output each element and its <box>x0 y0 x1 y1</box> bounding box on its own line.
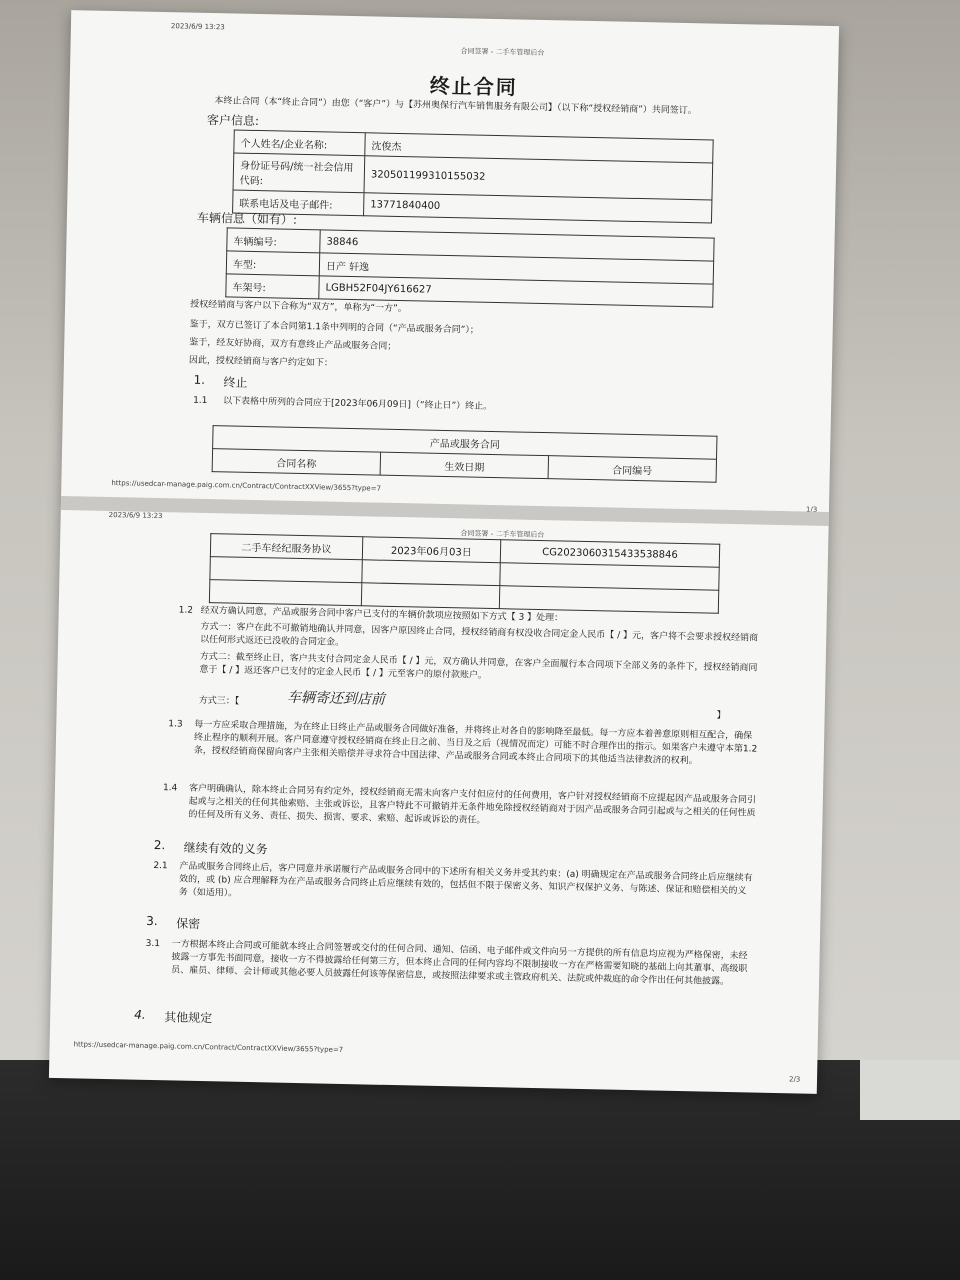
column-contract-name: 合同名称 <box>212 449 380 476</box>
page1-header: 合同签署 - 二手车管理后台 <box>460 47 545 57</box>
clause-3-1-number: 3.1 <box>145 938 161 950</box>
page1-url: https://usedcar-manage.paig.com.cn/Contract/ContractXXView/3655?type=7 <box>111 479 382 493</box>
clause-2-1-number: 2.1 <box>153 860 168 872</box>
vehicle-vin-value: LGBH52F04JY616627 <box>319 276 713 307</box>
method-3-label: 方式三：【 <box>198 695 240 707</box>
section1-number: 1. <box>193 372 206 387</box>
contract-date-value: 2023年06月03日 <box>362 537 501 563</box>
intro-paragraph: 本终止合同（本“终止合同”）由您（“客户”）与【苏州奥保行汽车销售服务有限公司】（以下称“授权经销商”）共同签订。 <box>214 96 697 117</box>
method-2-text: 方式二：截至终止日，客户共支付合同定金人民币【 / 】元，双方确认并同意，在客户全面履行本合同项下全部义务的条件下，授权经销商同意于【 / 】返还客户已支付的定金人民币【 / 】元至客户的原付款账户。 <box>199 651 758 681</box>
customer-name-value: 沈俊杰 <box>365 133 713 163</box>
clause-1-4-number: 1.4 <box>162 783 178 794</box>
section4-number: 4. <box>134 1007 146 1022</box>
vehicle-model-value: 日产 轩逸 <box>319 253 713 284</box>
contract-table-header: 产品或服务合同 <box>213 426 717 460</box>
page2-url: https://usedcar-manage.paig.com.cn/Contract/ContractXXView/3655?type=7 <box>73 1040 344 1054</box>
page2-timestamp: 2023/6/9 13:23 <box>108 510 163 521</box>
section3-number: 3. <box>146 913 158 929</box>
contract-name-value: 二手车经纪服务协议 <box>210 534 362 560</box>
method-1-text: 方式一：客户在此不可撤销地确认并同意，因客户原因终止合同，授权经销商有权没收合同定金人民币【 / 】元，客户将不会要求授权经销商以任何形式返还已没收的合同定金。 <box>200 621 759 648</box>
page2-header: 合同签署 - 二手车管理后台 <box>460 529 545 540</box>
column-contract-number: 合同编号 <box>548 456 716 483</box>
section1-title: 终止 <box>223 375 248 390</box>
customer-id-value: 320501199310155032 <box>364 156 713 200</box>
vehicle-number-value: 38846 <box>320 230 714 261</box>
clause-1-3-number: 1.3 <box>168 719 183 730</box>
document-title: 终止合同 <box>429 73 518 100</box>
page1-number: 1/3 <box>805 505 818 514</box>
customer-name-label: 个人姓名/企业名称: <box>234 130 365 156</box>
whereas-paragraph-1: 鉴于，双方已签订了本合同第1.1条中列明的合同（“产品或服务合同”）； <box>189 319 479 336</box>
contract-row-table <box>209 533 720 614</box>
page-break <box>61 496 829 526</box>
clause-3-1-text: 一方根据本终止合同或可能就本终止合同签署或交付的任何合同、通知、信函、电子邮件或文件向另一方提供的所有信息均应视为严格保密，未经披露一方事先书面同意，接收一方不得披露给任何第三方，但本终止合同的任何内容均不限制接收一方在严格需要知晓的基础上向其董事、高级职员、雇员、律师、会计师或其他必要人员披露任何该等保密信息，或按照法律要求或主管政府机关、法院或仲裁庭的命令作出任何其他披露。 <box>171 939 748 988</box>
clause-1-2-text: 经双方确认同意，产品或服务合同中客户已支付的车辆价款项应按照如下方式【 3 】处理： <box>200 605 564 624</box>
page1-timestamp: 2023/6/9 13:23 <box>170 22 225 32</box>
section3-title: 保密 <box>176 916 201 931</box>
clause-1-1-number: 1.1 <box>193 395 208 407</box>
method-3-handwriting: 车辆寄还到店前 <box>286 689 386 708</box>
customer-id-label: 身份证号码/统一社会信用代码: <box>233 153 365 193</box>
parties-paragraph: 授权经销商与客户以下合称为“双方”，单称为“一方”。 <box>190 299 407 315</box>
contract-number-value: CG2023060315433538846 <box>500 540 719 568</box>
column-effective-date: 生效日期 <box>380 452 548 479</box>
vehicle-number-label: 车辆编号: <box>227 228 320 253</box>
clause-1-1-text: 以下表格中所列的合同应于[2023年06月09日]（“终止日”）终止。 <box>223 396 493 412</box>
customer-phone-label: 联系电话及电子邮件: <box>233 190 364 216</box>
contract-list-table <box>212 425 718 483</box>
vehicle-info-label: 车辆信息（如有）: <box>196 210 298 227</box>
customer-info-table <box>232 130 714 224</box>
clause-1-3-text: 每一方应采取合理措施，为在终止日终止产品或服务合同做好准备，并将终止对各自的影响降至最低。每一方应本着善意原则相互配合，确保终止程序的顺利开展。客户同意遵守授权经销商在终止日之前、当日及之后（视情况而定）可能不时合理作出的指示。如果客户未遵守本第1.2条，授权经销商保留向客户主张相关赔偿并寻求符合中国法律、产品或服务合同或本终止合同项下的其他适当法律救济的权利。 <box>193 719 758 767</box>
therefore-paragraph: 因此，授权经销商与客户约定如下： <box>188 355 334 369</box>
floor-edge <box>860 1060 960 1120</box>
customer-phone-value: 13771840400 <box>364 193 712 223</box>
clause-1-2-number: 1.2 <box>178 605 194 616</box>
section4-title: 其他规定 <box>164 1010 213 1026</box>
vehicle-model-label: 车型: <box>226 251 319 276</box>
section2-number: 2. <box>153 837 166 853</box>
customer-info-label: 客户信息: <box>206 112 260 129</box>
contract-document <box>49 10 839 1094</box>
vehicle-vin-label: 车架号: <box>226 274 319 299</box>
whereas-paragraph-2: 鉴于，经友好协商，双方有意终止产品或服务合同； <box>189 337 397 352</box>
vehicle-info-table <box>225 227 714 307</box>
section2-title: 继续有效的义务 <box>183 840 268 857</box>
clause-1-4-text: 客户明确确认，除本终止合同另有约定外，授权经销商无需未向客户支付但应付的任何费用，客户针对授权经销商不应提起因产品或服务合同引起或与之相关的任何其他索赔、主张或诉讼，且客户特此不可撤销并无条件地免除授权经销商对于因产品或服务合同引起或与之相关的任何性质的任何及所有义务、责任、损失、损害、要求、索赔、起诉或诉讼的责任。 <box>188 783 756 826</box>
page2-number: 2/3 <box>788 1075 801 1084</box>
clause-2-1-text: 产品或服务合同终止后，客户同意并承诺履行产品或服务合同中的下述所有相关义务并受其约束：(a) 明确规定在产品或服务合同终止后应继续有效的，或 (b) 应合理解释为在产品或服务合同终止后应继续有效的，包括但不限于保密义务、知识产权保护义务、与陈述、保证和赔偿相关的义务（如适用）。 <box>178 861 753 899</box>
method-3-end: 】 <box>716 710 726 721</box>
